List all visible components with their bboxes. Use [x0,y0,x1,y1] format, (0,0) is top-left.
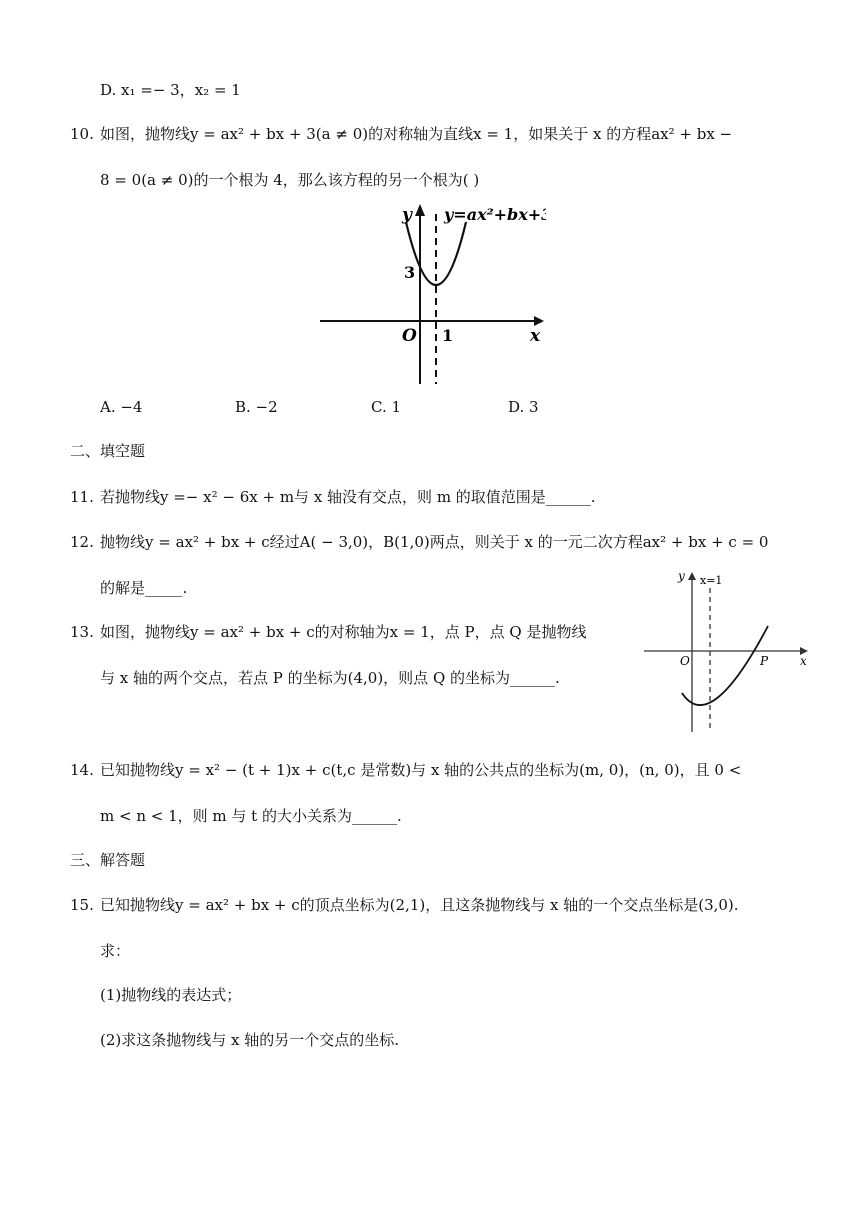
axis-tick-label: 1 [442,326,454,345]
q15-text-line1: 已知抛物线y = ax² + bx + c的顶点坐标为(2,1)，且这条抛物线与 x 轴的一个交点坐标是(3,0). [100,896,739,914]
intercept-label: 3 [404,263,416,282]
curve-label: y=ax²+bx+3 [444,205,546,224]
q12-text-line2: 的解是_____. [100,579,188,597]
q12-text-line1: 抛物线y = ax² + bx + c经过A( − 3,0)，B(1,0)两点，则关于 x 的一元二次方程ax² + bx + c = 0 [100,533,769,551]
q14-text-line1: 已知抛物线y = x² − (t + 1)x + c(t,c 是常数)与 x 轴的公共点的坐标为(m, 0)，(n, 0)，且 0 < [100,761,742,779]
q10-option-a: A. −4 [100,398,143,416]
y-label: y [678,569,685,583]
section2-title: 二、填空题 [70,442,146,460]
q15-part2: (2)求这条抛物线与 x 轴的另一个交点的坐标. [100,1031,400,1049]
x-label: x [530,326,541,346]
q10-option-c: C. 1 [371,398,402,416]
point-label: P [760,654,769,668]
q14-text-line2: m < n < 1，则 m 与 t 的大小关系为______. [100,807,402,825]
q9-option-d: D. x₁ =− 3，x₂ = 1 [100,81,241,99]
q13-text-line1: 如图，抛物线y = ax² + bx + c的对称轴为x = 1，点 P，点 Q 是抛物线 [100,623,587,641]
y-axis-arrow-icon [688,572,696,580]
origin-label: O [402,326,417,346]
q10-text-line2: 8 = 0(a ≠ 0)的一个根为 4，那么该方程的另一个根为( ) [100,171,480,189]
q15-text-line2: 求： [100,942,131,960]
section3-title: 三、解答题 [70,851,146,869]
q12-number: 12. [70,533,94,551]
q10-option-d: D. 3 [508,398,539,416]
y-axis-arrow-icon [415,204,425,216]
q13-figure [640,566,812,736]
x-label: x [800,654,807,668]
q15-number: 15. [70,896,94,914]
origin-label: O [680,654,690,668]
q10-text-line1: 如图，抛物线y = ax² + bx + 3(a ≠ 0)的对称轴为直线x = 1，如果关于 x 的方程ax² + bx − [100,125,733,143]
q10-figure [316,200,546,386]
axis-label: x=1 [700,574,723,587]
q10-option-b: B. −2 [235,398,278,416]
q14-number: 14. [70,761,94,779]
parabola-curve [682,626,768,705]
q11-number: 11. [70,488,94,506]
x-axis-arrow-icon [534,316,544,326]
q13-number: 13. [70,623,94,641]
y-label: y [402,205,412,225]
q11-text: 若抛物线y =− x² − 6x + m与 x 轴没有交点，则 m 的取值范围是______. [100,488,596,506]
q15-part1: (1)抛物线的表达式； [100,986,242,1004]
q13-text-line2: 与 x 轴的两个交点，若点 P 的坐标为(4,0)，则点 Q 的坐标为______. [100,669,560,687]
q10-number: 10. [70,125,94,143]
